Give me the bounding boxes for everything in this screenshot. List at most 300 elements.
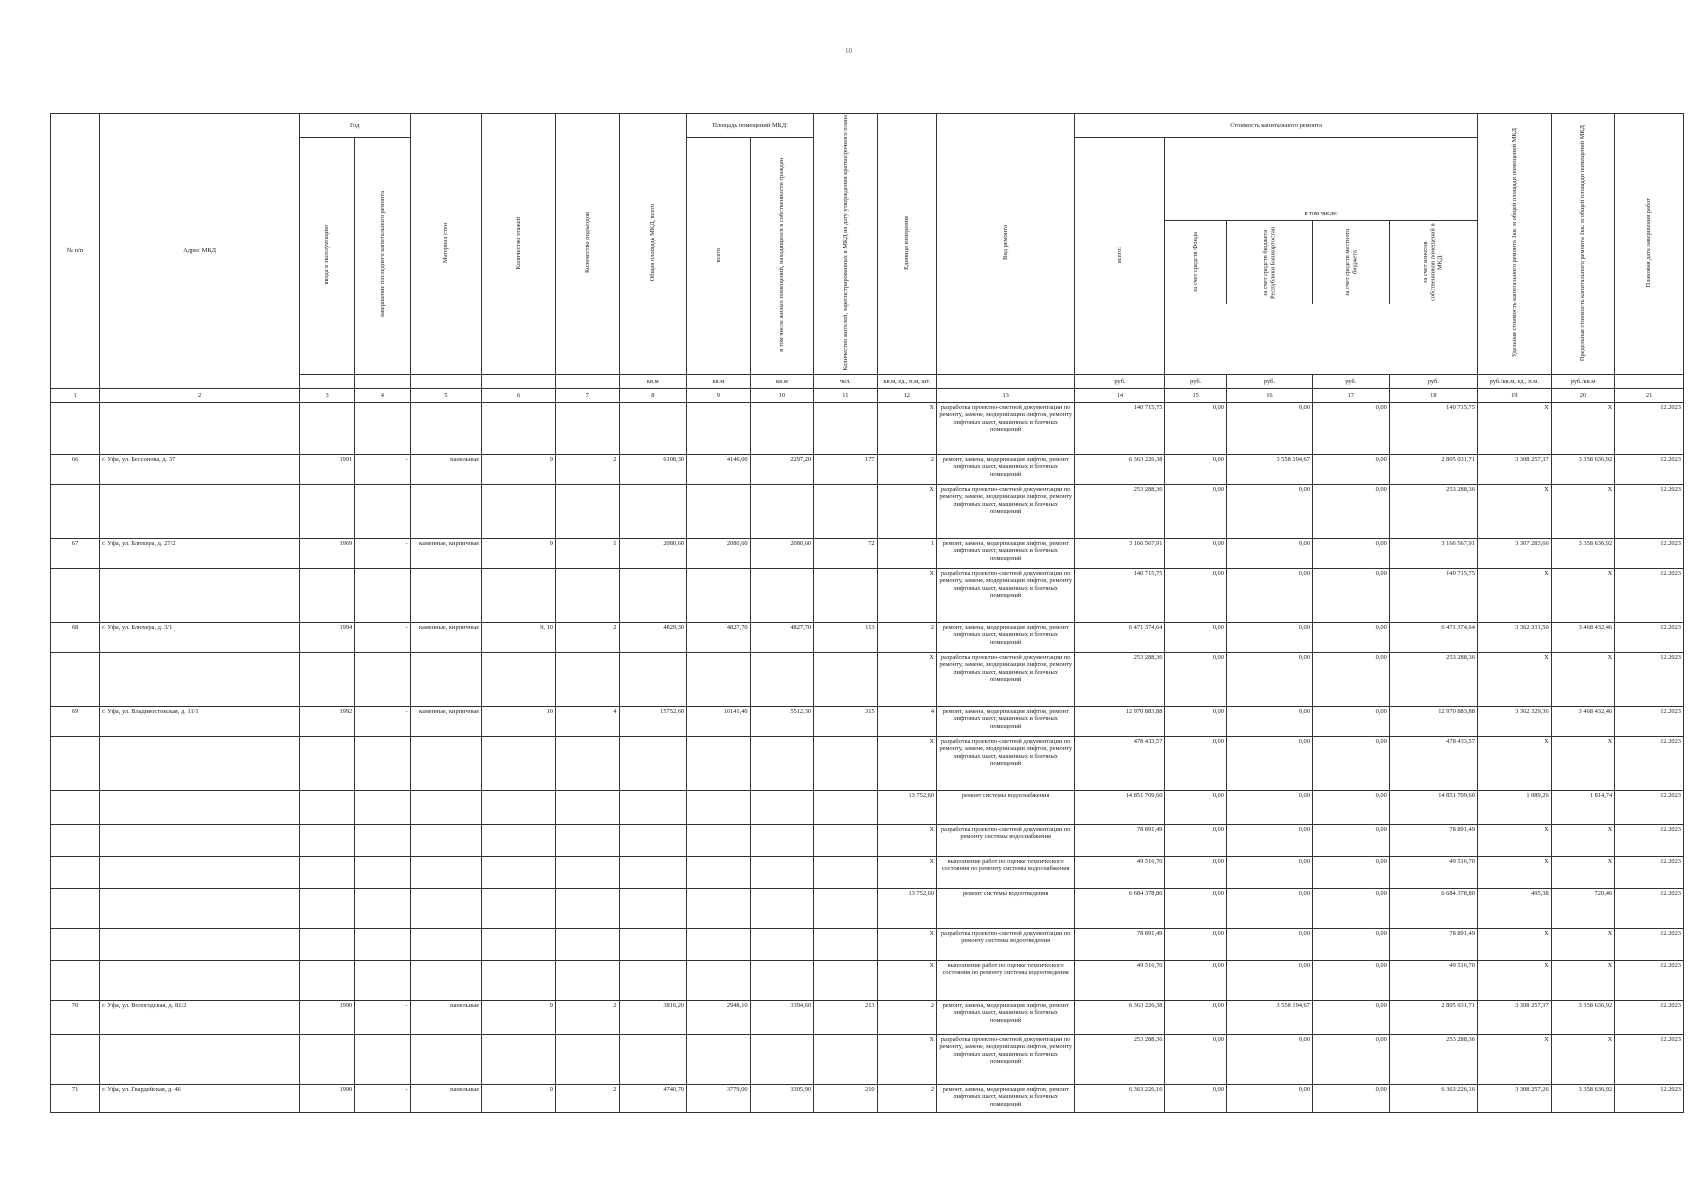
cell-c16: 0,00 [1226,929,1312,961]
cell-c19: X [1477,857,1551,889]
cell-ent: 2 [556,623,620,653]
cell-ppl [814,737,878,791]
header-in-including: в том числе: [1165,208,1476,221]
header-total-area: Общая площадь МКД, всего [619,114,687,375]
cell-ent [556,569,620,623]
cell-a9: 2080,60 [687,539,751,569]
column-number: 19 [1477,389,1551,403]
table-row [51,1085,1684,1113]
cell-c15: 0,00 [1165,623,1226,653]
cell-c16: 0,00 [1226,857,1312,889]
cell-y2: - [355,1001,410,1035]
column-number: 1 [51,389,100,403]
column-number: 15 [1165,389,1226,403]
cell-c14: 253 288,36 [1075,653,1165,707]
cell-ppl [814,961,878,1001]
table-row [51,929,1684,961]
cell-c21: 12.2023 [1615,737,1684,791]
cell-ppl [814,929,878,961]
cell-c17: 0,00 [1312,569,1389,623]
cell-ppl [814,825,878,857]
cell-y1: 1994 [299,623,354,653]
cell-c15: 0,00 [1165,403,1226,455]
cell-fl [482,737,556,791]
cell-c18: 3 166 567,91 [1389,539,1477,569]
cell-c14: 6 684 378,80 [1075,889,1165,929]
cell-c16: 3 558 194,67 [1226,1001,1312,1035]
cell-ppl [814,889,878,929]
cell-y1: 1992 [299,707,354,737]
cell-unit: X [877,1035,936,1085]
column-number: 6 [482,389,556,403]
header-year: Год [299,114,410,138]
cell-fl [482,929,556,961]
cell-unit: X [877,737,936,791]
cell-work: выполнение работ по оценке технического состояния по ремонту системы водоотведения [937,961,1075,1001]
cell-mat [410,929,482,961]
cell-unit: X [877,403,936,455]
table-row [51,1001,1684,1035]
cell-mat [410,961,482,1001]
cell-c18: 2 805 031,71 [1389,1001,1477,1035]
cell-c18: 14 851 709,60 [1389,791,1477,825]
cell-c16: 0,00 [1226,791,1312,825]
column-number: 14 [1075,389,1165,403]
cell-y2 [355,1035,410,1085]
table-row [51,889,1684,929]
cell-n [51,403,100,455]
cell-c21: 12.2023 [1615,403,1684,455]
table-row [51,569,1684,623]
column-numbers-row [51,389,1684,403]
cell-unit: 2 [877,1001,936,1035]
cell-c14: 6 363 226,38 [1075,455,1165,485]
cell-addr: г. Уфа, ул. Гвардейская, д. 46 [100,1085,300,1113]
cell-c14: 12 970 883,88 [1075,707,1165,737]
cell-unit: X [877,857,936,889]
cell-a9: 10141,40 [687,707,751,737]
cell-c18: 6 471 374,64 [1389,623,1477,653]
cell-c20: X [1551,929,1615,961]
cell-a10 [750,889,814,929]
cell-mat [410,889,482,929]
cell-addr [100,1035,300,1085]
table-row [51,539,1684,569]
cell-ent: 2 [556,1001,620,1035]
table-body [51,403,1684,1113]
cell-c14: 78 891,49 [1075,825,1165,857]
cell-addr [100,929,300,961]
cell-area [619,889,687,929]
cell-n: 69 [51,707,100,737]
cell-unit: 4 [877,707,936,737]
cell-c21: 12.2023 [1615,1035,1684,1085]
cell-c15: 0,00 [1165,455,1226,485]
cell-c14: 49 516,70 [1075,961,1165,1001]
cell-n: 66 [51,455,100,485]
cell-c19: 3 308 257,37 [1477,455,1551,485]
cell-c18: 140 715,75 [1389,569,1477,623]
cell-c20: 3 358 636,92 [1551,539,1615,569]
column-number: 3 [299,389,354,403]
cell-ent [556,485,620,539]
cell-a9: 4827,70 [687,623,751,653]
cell-c16: 0,00 [1226,825,1312,857]
cell-c21: 12.2023 [1615,539,1684,569]
cell-c20: X [1551,737,1615,791]
cell-c21: 12.2023 [1615,961,1684,1001]
cell-fl: 10 [482,707,556,737]
cell-c19: X [1477,403,1551,455]
cell-work: ремонт, замена, модернизация лифтов, ремонт лифтовых шахт, машинных и блочных помещений [937,623,1075,653]
cell-y2 [355,403,410,455]
cell-a9 [687,825,751,857]
cell-c16: 0,00 [1226,569,1312,623]
column-number: 20 [1551,389,1615,403]
cell-y2: - [355,455,410,485]
cell-c19: 3 362 331,50 [1477,623,1551,653]
cell-fl [482,857,556,889]
cell-fl [482,403,556,455]
cell-ent: 2 [556,455,620,485]
cell-c14: 6 363 226,38 [1075,1001,1165,1035]
cell-a9 [687,961,751,1001]
cell-c21: 12.2023 [1615,623,1684,653]
cell-y1 [299,929,354,961]
cell-c15: 0,00 [1165,1001,1226,1035]
cell-addr [100,961,300,1001]
cell-y2 [355,825,410,857]
table-row [51,403,1684,455]
cell-addr [100,403,300,455]
header-fund: за счет средств Фонда [1165,221,1227,304]
cell-y2: - [355,539,410,569]
cell-c14: 253 288,36 [1075,1035,1165,1085]
cell-n [51,653,100,707]
cell-y2: - [355,707,410,737]
cell-c21: 12.2023 [1615,569,1684,623]
cell-c20: 720,46 [1551,889,1615,929]
cell-ppl [814,569,878,623]
cell-area [619,569,687,623]
cell-c21: 12.2023 [1615,485,1684,539]
cell-y2 [355,791,410,825]
header-cost-total: всего: [1075,137,1165,374]
cell-mat [410,857,482,889]
cell-c14: 478 433,57 [1075,737,1165,791]
cell-ppl: 210 [814,1085,878,1113]
cell-c21: 12.2023 [1615,857,1684,889]
cell-a10 [750,1035,814,1085]
column-number: 4 [355,389,410,403]
cell-ppl [814,485,878,539]
cell-fl [482,825,556,857]
header-limit-cost: Предельная стоимость капитального ремонта 1кв. м общей площади помещений МКД [1551,114,1615,375]
cell-c18: 2 805 031,71 [1389,455,1477,485]
cell-y1 [299,403,354,455]
cell-y2 [355,653,410,707]
cell-area: 15752,60 [619,707,687,737]
cell-c19: 3 308 257,26 [1477,1085,1551,1113]
cell-work: разработка проектно-сметной документации по ремонту системы водоотведения [937,929,1075,961]
cell-c15: 0,00 [1165,825,1226,857]
cell-a9 [687,737,751,791]
cell-mat [410,403,482,455]
cell-y1 [299,1035,354,1085]
cell-fl: 9, 10 [482,623,556,653]
header-address: Адрес МКД [100,114,300,389]
column-number: 2 [100,389,300,403]
header-premises-area: Площадь помещений МКД: [687,114,814,138]
cell-work: ремонт, замена, модернизация лифтов, ремонт лифтовых шахт, машинных и блочных помещений [937,539,1075,569]
cell-ppl: 213 [814,1001,878,1035]
cell-n: 71 [51,1085,100,1113]
cell-mat [410,825,482,857]
cell-addr [100,569,300,623]
cell-work: разработка проектно-сметной документации по ремонту, замене, модернизации лифтов, ремонту лифтовых шахт, машинных и блочных помещений [937,737,1075,791]
header-unit: Единица измерения [877,114,936,375]
cell-a9 [687,929,751,961]
cell-c20: 3 358 636,92 [1551,455,1615,485]
cell-c16: 0,00 [1226,653,1312,707]
cell-c18: 78 891,49 [1389,929,1477,961]
cell-c14: 6 471 374,64 [1075,623,1165,653]
cell-y1 [299,857,354,889]
cell-area: 4740,70 [619,1085,687,1113]
cell-c21: 12.2023 [1615,707,1684,737]
cell-c19: 495,38 [1477,889,1551,929]
cell-fl [482,485,556,539]
cell-n [51,791,100,825]
cell-c20: X [1551,485,1615,539]
cell-addr [100,485,300,539]
cell-c21: 12.2023 [1615,1085,1684,1113]
cell-c15: 0,00 [1165,961,1226,1001]
cell-n [51,737,100,791]
cell-unit: 1 [877,539,936,569]
cell-ent [556,653,620,707]
cell-c19: X [1477,485,1551,539]
cell-area: 6108,30 [619,455,687,485]
cell-addr: г. Уфа, ул. Владивостокская, д. 11/1 [100,707,300,737]
cell-work: ремонт системы водоснабжения [937,791,1075,825]
cell-c17: 0,00 [1312,539,1389,569]
cell-unit: X [877,485,936,539]
cell-y1: 1991 [299,455,354,485]
cell-c15: 0,00 [1165,929,1226,961]
cell-a10 [750,825,814,857]
cell-fl [482,1035,556,1085]
units-row: кв.м кв.м кв.м чел. кв.м, ед., п.м, шт. руб. руб. руб. руб. руб. руб./кв.м, ед., п.м. руб./кв.м [51,375,1684,389]
cell-mat [410,653,482,707]
cell-ppl: 113 [814,623,878,653]
cell-c19: 3 307 283,66 [1477,539,1551,569]
column-number: 9 [687,389,751,403]
column-number: 10 [750,389,814,403]
cell-work: разработка проектно-сметной документации по ремонту, замене, модернизации лифтов, ремонту лифтовых шахт, машинных и блочных помещений [937,485,1075,539]
cell-addr: г. Уфа, ул. Вологодская, д. 81/2 [100,1001,300,1035]
cell-a9 [687,403,751,455]
cell-n: 67 [51,539,100,569]
cell-c20: X [1551,857,1615,889]
cell-c21: 12.2023 [1615,1001,1684,1035]
cell-ent [556,791,620,825]
header-wall-material: Материал стен [410,114,482,375]
cell-y2 [355,961,410,1001]
header-repair-type: Вид ремонта [937,114,1075,375]
column-number: 8 [619,389,687,403]
cell-ent [556,929,620,961]
cell-a10: 3395,90 [750,1085,814,1113]
cell-y2 [355,929,410,961]
cell-ppl: 177 [814,455,878,485]
cell-c15: 0,00 [1165,1085,1226,1113]
header-commissioning: ввода в эксплуатацию [299,137,354,374]
cell-fl: 9 [482,1001,556,1035]
cell-a10: 3394,60 [750,1001,814,1035]
cell-c20: X [1551,961,1615,1001]
table-row [51,857,1684,889]
cell-c18: 78 891,49 [1389,825,1477,857]
cell-c20: 1 814,74 [1551,791,1615,825]
cell-area [619,403,687,455]
header-last-repair: завершение последнего капитального ремонта [355,137,410,374]
cell-area [619,485,687,539]
cell-fl: 9 [482,539,556,569]
cell-c20: X [1551,403,1615,455]
cell-a9 [687,791,751,825]
cell-c19: X [1477,737,1551,791]
cell-c21: 12.2023 [1615,889,1684,929]
cell-work: ремонт, замена, модернизация лифтов, ремонт лифтовых шахт, машинных и блочных помещений [937,455,1075,485]
cell-mat [410,485,482,539]
column-number: 12 [877,389,936,403]
cell-c18: 253 288,36 [1389,653,1477,707]
cell-c17: 0,00 [1312,737,1389,791]
cell-mat [410,737,482,791]
cell-ppl [814,857,878,889]
cell-c17: 0,00 [1312,653,1389,707]
cell-y2 [355,485,410,539]
cell-area [619,791,687,825]
cell-unit: 2 [877,455,936,485]
cell-c16: 0,00 [1226,889,1312,929]
cell-c21: 12.2023 [1615,455,1684,485]
cell-c14: 3 166 567,91 [1075,539,1165,569]
cell-c18: 6 684 378,80 [1389,889,1477,929]
cell-n [51,569,100,623]
cell-a10 [750,569,814,623]
table-header [51,114,1684,403]
cell-c19: X [1477,653,1551,707]
cell-area [619,653,687,707]
cell-n [51,889,100,929]
cell-a9: 3779,00 [687,1085,751,1113]
cell-c17: 0,00 [1312,961,1389,1001]
cell-c19: X [1477,825,1551,857]
cell-unit: X [877,929,936,961]
column-number: 13 [937,389,1075,403]
capital-repair-table [50,113,1684,1113]
cell-unit: 2 [877,623,936,653]
cell-unit: 13 752,60 [877,889,936,929]
cell-c16: 0,00 [1226,539,1312,569]
cell-mat [410,1035,482,1085]
cell-fl [482,961,556,1001]
cell-addr [100,889,300,929]
cell-c15: 0,00 [1165,1035,1226,1085]
cell-c20: 3 468 432,46 [1551,707,1615,737]
cell-a10: 4827,70 [750,623,814,653]
cell-mat [410,791,482,825]
table-row [51,737,1684,791]
cell-c19: 1 089,26 [1477,791,1551,825]
cell-c17: 0,00 [1312,455,1389,485]
cell-fl [482,791,556,825]
cell-c21: 12.2023 [1615,929,1684,961]
cell-area [619,1035,687,1085]
cell-c16: 0,00 [1226,737,1312,791]
cell-c17: 0,00 [1312,1001,1389,1035]
cell-fl [482,653,556,707]
cell-c14: 14 851 709,60 [1075,791,1165,825]
cell-ent [556,961,620,1001]
table-row [51,791,1684,825]
table-row [51,825,1684,857]
cell-c17: 0,00 [1312,825,1389,857]
cell-a9 [687,569,751,623]
cell-c18: 49 516,70 [1389,961,1477,1001]
cell-c15: 0,00 [1165,569,1226,623]
cell-y1 [299,569,354,623]
cell-unit: X [877,653,936,707]
cell-c20: X [1551,653,1615,707]
cell-ppl [814,1035,878,1085]
cell-area: 2080,60 [619,539,687,569]
cell-area [619,961,687,1001]
cell-unit: X [877,961,936,1001]
column-number: 7 [556,389,620,403]
cell-c19: 3 362 329,36 [1477,707,1551,737]
cell-fl: 9 [482,1085,556,1113]
cell-y1 [299,653,354,707]
cell-y1: 1990 [299,1001,354,1035]
cell-c17: 0,00 [1312,623,1389,653]
cell-c14: 49 516,70 [1075,857,1165,889]
cell-n [51,1035,100,1085]
cell-c17: 0,00 [1312,929,1389,961]
cell-fl [482,569,556,623]
cell-y2 [355,737,410,791]
cell-c19: 3 308 257,37 [1477,1001,1551,1035]
cell-a10 [750,485,814,539]
cell-y2 [355,889,410,929]
cell-mat: панельные [410,1001,482,1035]
cell-addr: г. Уфа, ул. Блюхера, д. 27/2 [100,539,300,569]
cell-c14: 6 363 226,16 [1075,1085,1165,1113]
header-local-budget: за счет средств местного бюджета [1313,221,1390,304]
cell-a10 [750,929,814,961]
cell-work: ремонт, замена, модернизация лифтов, ремонт лифтовых шахт, машинных и блочных помещений [937,1085,1075,1113]
cell-n: 68 [51,623,100,653]
cell-c14: 140 715,75 [1075,569,1165,623]
cell-c15: 0,00 [1165,539,1226,569]
cell-n [51,485,100,539]
cell-mat: панельные [410,1085,482,1113]
cell-n [51,825,100,857]
cell-area [619,857,687,889]
cell-c18: 49 516,70 [1389,857,1477,889]
